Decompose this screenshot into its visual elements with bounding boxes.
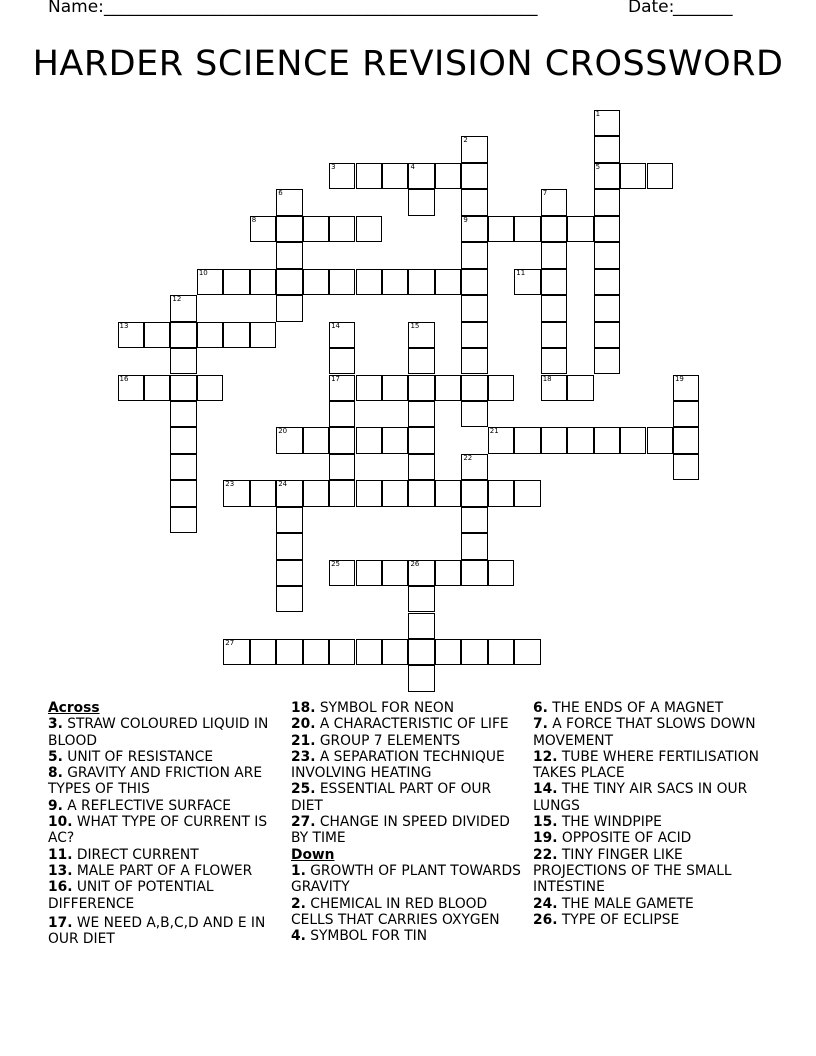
grid-cell[interactable] <box>303 216 329 242</box>
grid-cell[interactable] <box>356 269 382 295</box>
grid-cell[interactable] <box>461 533 487 559</box>
cell-number: 8 <box>251 215 257 224</box>
grid-cell[interactable] <box>435 560 461 586</box>
grid-cell[interactable] <box>382 480 408 506</box>
clue-item <box>48 915 278 948</box>
grid-cell[interactable] <box>488 427 514 453</box>
grid-cell[interactable] <box>329 322 355 348</box>
grid-cell[interactable] <box>514 216 540 242</box>
grid-cell[interactable] <box>461 480 487 506</box>
grid-cell[interactable] <box>673 401 699 427</box>
grid-cell[interactable] <box>594 348 620 374</box>
grid-cell[interactable] <box>541 295 567 321</box>
grid-cell[interactable] <box>461 163 487 189</box>
clue-text: A FORCE THAT SLOWS DOWN MOVEMENT <box>533 716 756 749</box>
clue-heading: Down <box>291 846 335 863</box>
clue-number: 6. <box>533 700 548 716</box>
clue-item <box>533 716 768 749</box>
grid-cell[interactable] <box>356 639 382 665</box>
grid-cell[interactable] <box>408 480 434 506</box>
grid-cell[interactable] <box>276 189 302 215</box>
grid-cell[interactable] <box>567 375 593 401</box>
grid-cell[interactable] <box>223 322 249 348</box>
grid-cell[interactable] <box>329 480 355 506</box>
grid-cell[interactable] <box>276 586 302 612</box>
cell-number: 27 <box>225 639 235 647</box>
grid-cell[interactable] <box>461 348 487 374</box>
clue-item <box>533 847 768 896</box>
grid-cell[interactable] <box>461 322 487 348</box>
grid-cell[interactable] <box>356 375 382 401</box>
cell-number: 2 <box>463 136 468 145</box>
grid-cell[interactable] <box>144 375 170 401</box>
grid-cell[interactable] <box>329 560 355 586</box>
grid-cell[interactable] <box>170 454 196 480</box>
grid-cell[interactable] <box>514 269 540 295</box>
grid-cell[interactable] <box>276 480 302 506</box>
clue-item <box>291 716 523 732</box>
clue-text: THE ENDS OF A MAGNET <box>547 700 724 716</box>
clue-number: 24. <box>533 895 558 912</box>
grid-cell[interactable] <box>303 427 329 453</box>
grid-cell[interactable] <box>329 348 355 374</box>
grid-cell[interactable] <box>118 322 144 348</box>
clue-text: WE NEED A,B,C,D AND E IN OUR DIET <box>48 914 266 948</box>
clue-text: A REFLECTIVE SURFACE <box>62 797 232 814</box>
grid-cell[interactable] <box>408 639 434 665</box>
grid-cell[interactable] <box>408 163 434 189</box>
grid-cell[interactable] <box>461 189 487 215</box>
cell-number: 9 <box>463 215 468 224</box>
date-field[interactable]: _______ <box>673 0 733 17</box>
grid-cell[interactable] <box>594 242 620 268</box>
grid-cell[interactable] <box>673 454 699 480</box>
grid-cell[interactable] <box>408 269 434 295</box>
clue-item <box>533 830 768 846</box>
grid-cell[interactable] <box>144 322 170 348</box>
clue-number: 8. <box>48 765 63 782</box>
grid-cell[interactable] <box>382 163 408 189</box>
clue-item <box>291 814 523 847</box>
grid-cell[interactable] <box>435 639 461 665</box>
clue-item <box>533 912 768 928</box>
grid-cell[interactable] <box>488 216 514 242</box>
grid-cell[interactable] <box>594 427 620 453</box>
grid-cell[interactable] <box>356 427 382 453</box>
cell-number: 4 <box>410 162 415 171</box>
cell-number: 14 <box>331 321 341 330</box>
grid-cell[interactable] <box>329 216 355 242</box>
grid-cell[interactable] <box>276 427 302 453</box>
grid-cell[interactable] <box>541 375 567 401</box>
grid-cell[interactable] <box>250 639 276 665</box>
clue-text: UNIT OF RESISTANCE <box>62 748 214 765</box>
grid-cell[interactable] <box>647 427 673 453</box>
clue-item <box>533 896 768 912</box>
clue-text: WHAT TYPE OF CURRENT IS AC? <box>48 814 268 847</box>
grid-cell[interactable] <box>170 401 196 427</box>
grid-cell[interactable] <box>541 242 567 268</box>
grid-cell[interactable] <box>276 507 302 533</box>
grid-cell[interactable] <box>488 375 514 401</box>
clue-item <box>291 749 523 782</box>
grid-cell[interactable] <box>594 216 620 242</box>
grid-cell[interactable] <box>567 427 593 453</box>
grid-cell[interactable] <box>276 533 302 559</box>
clue-text: TYPE OF ECLIPSE <box>557 911 680 928</box>
clue-text: TINY FINGER LIKE PROJECTIONS OF THE SMALL INTESTINE <box>533 846 732 896</box>
cell-number: 24 <box>278 480 288 489</box>
clue-text: A SEPARATION TECHNIQUE INVOLVING HEATING <box>291 748 505 782</box>
clue-text: SYMBOL FOR NEON <box>315 700 455 716</box>
clue-text: OPPOSITE OF ACID <box>557 830 692 847</box>
grid-cell[interactable] <box>276 295 302 321</box>
clue-number: 14. <box>533 781 558 798</box>
grid-cell[interactable] <box>276 639 302 665</box>
grid-cell[interactable] <box>541 216 567 242</box>
clue-text: THE MALE GAMETE <box>557 895 694 912</box>
grid-cell[interactable] <box>541 269 567 295</box>
clue-item <box>48 847 278 863</box>
cell-number: 22 <box>463 453 473 462</box>
clue-number: 20. <box>291 716 316 733</box>
grid-cell[interactable] <box>250 269 276 295</box>
clue-item <box>48 863 278 879</box>
grid-cell[interactable] <box>382 375 408 401</box>
grid-cell[interactable] <box>594 322 620 348</box>
cell-number: 21 <box>489 427 499 436</box>
clue-item <box>48 814 278 847</box>
clue-item <box>48 879 278 912</box>
grid-cell[interactable] <box>408 189 434 215</box>
grid-cell[interactable] <box>356 216 382 242</box>
grid-cell[interactable] <box>276 269 302 295</box>
clue-item <box>533 814 768 830</box>
clue-number: 11. <box>48 846 73 863</box>
clue-text: CHANGE IN SPEED DIVIDED BY TIME <box>291 814 510 847</box>
cell-number: 15 <box>410 321 420 330</box>
grid-cell[interactable] <box>461 216 487 242</box>
clue-item <box>291 700 523 716</box>
clue-item <box>48 798 278 814</box>
grid-cell[interactable] <box>250 322 276 348</box>
grid-cell[interactable] <box>223 480 249 506</box>
cell-number: 13 <box>119 321 129 330</box>
grid-cell[interactable] <box>461 375 487 401</box>
clues-column-3 <box>533 700 768 928</box>
cell-number: 26 <box>410 559 420 568</box>
clues-column-1 <box>48 700 278 947</box>
cell-number: 3 <box>331 162 336 171</box>
clue-text: CHEMICAL IN RED BLOOD CELLS THAT CARRIES OXYGEN <box>291 895 500 928</box>
grid-cell[interactable] <box>250 216 276 242</box>
grid-cell[interactable] <box>382 427 408 453</box>
cell-number: 12 <box>172 295 182 304</box>
name-label: Name: <box>48 0 104 17</box>
grid-cell[interactable] <box>408 348 434 374</box>
cell-number: 7 <box>542 189 548 198</box>
grid-cell[interactable] <box>250 480 276 506</box>
grid-cell[interactable] <box>461 401 487 427</box>
cell-number: 18 <box>542 374 552 383</box>
grid-cell[interactable] <box>356 480 382 506</box>
clue-number: 7. <box>533 716 548 733</box>
cell-number: 25 <box>331 559 341 568</box>
grid-cell[interactable] <box>170 480 196 506</box>
clue-item <box>48 765 278 798</box>
clue-number: 27. <box>291 814 316 831</box>
clue-number: 25. <box>291 781 316 798</box>
clue-text: DIRECT CURRENT <box>72 846 199 863</box>
cell-number: 1 <box>595 110 601 118</box>
clue-number: 5. <box>48 748 63 765</box>
grid-cell[interactable] <box>329 427 355 453</box>
grid-cell[interactable] <box>461 295 487 321</box>
clue-number: 17. <box>48 914 73 931</box>
grid-cell[interactable] <box>276 216 302 242</box>
grid-cell[interactable] <box>329 163 355 189</box>
clue-item <box>291 733 523 749</box>
clue-heading: Across <box>48 700 100 716</box>
grid-cell[interactable] <box>435 163 461 189</box>
clue-number: 4. <box>291 928 306 945</box>
grid-cell[interactable] <box>170 507 196 533</box>
grid-cell[interactable] <box>408 560 434 586</box>
grid-cell[interactable] <box>329 454 355 480</box>
clue-text: UNIT OF POTENTIAL DIFFERENCE <box>48 879 214 912</box>
grid-cell[interactable] <box>329 639 355 665</box>
clue-text: A CHARACTERISTIC OF LIFE <box>315 716 509 733</box>
clue-number: 3. <box>48 716 63 733</box>
grid-cell[interactable] <box>435 480 461 506</box>
grid-cell[interactable] <box>356 560 382 586</box>
clue-text: SYMBOL FOR TIN <box>305 928 428 945</box>
clue-number: 18. <box>291 700 316 716</box>
clue-item <box>48 716 278 749</box>
grid-cell[interactable] <box>408 401 434 427</box>
grid-cell[interactable] <box>673 375 699 401</box>
clue-number: 22. <box>533 846 558 863</box>
grid-cell[interactable] <box>488 560 514 586</box>
grid-cell[interactable] <box>461 507 487 533</box>
grid-cell[interactable] <box>647 163 673 189</box>
date-label: Date: <box>628 0 675 17</box>
clue-number: 1. <box>291 862 306 879</box>
cell-number: 16 <box>119 374 129 383</box>
cell-number: 5 <box>595 162 601 171</box>
clue-item <box>291 781 523 814</box>
page-title: HARDER SCIENCE REVISION CROSSWORD <box>32 44 784 84</box>
grid-cell[interactable] <box>435 269 461 295</box>
grid-cell[interactable] <box>408 613 434 639</box>
clue-text: GROUP 7 ELEMENTS <box>315 732 461 749</box>
grid-cell[interactable] <box>382 639 408 665</box>
grid-cell[interactable] <box>197 322 223 348</box>
grid-cell[interactable] <box>461 242 487 268</box>
clue-item <box>533 781 768 814</box>
grid-cell[interactable] <box>514 639 540 665</box>
grid-cell[interactable] <box>435 375 461 401</box>
grid-cell[interactable] <box>594 189 620 215</box>
grid-cell[interactable] <box>461 639 487 665</box>
clue-number: 21. <box>291 732 316 749</box>
cell-number: 19 <box>674 374 684 383</box>
grid-cell[interactable] <box>594 110 620 136</box>
grid-cell[interactable] <box>514 427 540 453</box>
clue-item <box>533 749 768 782</box>
grid-cell[interactable] <box>620 163 646 189</box>
grid-cell[interactable] <box>541 427 567 453</box>
grid-cell[interactable] <box>170 322 196 348</box>
clue-item <box>291 928 523 944</box>
grid-cell[interactable] <box>329 375 355 401</box>
grid-cell[interactable] <box>488 639 514 665</box>
clue-text: TUBE WHERE FERTILISATION TAKES PLACE <box>533 748 759 782</box>
clue-item <box>48 749 278 765</box>
clue-text: STRAW COLOURED LIQUID IN BLOOD <box>48 716 269 749</box>
grid-cell[interactable] <box>276 560 302 586</box>
clue-number: 15. <box>533 814 558 831</box>
cell-number: 17 <box>331 374 341 383</box>
clue-item <box>291 896 523 929</box>
grid-cell[interactable] <box>382 269 408 295</box>
grid-cell[interactable] <box>382 560 408 586</box>
clue-number: 19. <box>533 830 558 847</box>
grid-cell[interactable] <box>408 586 434 612</box>
clue-item <box>291 863 523 896</box>
clue-number: 9. <box>48 797 63 814</box>
grid-cell[interactable] <box>170 375 196 401</box>
grid-cell[interactable] <box>594 136 620 162</box>
cell-number: 23 <box>225 480 235 489</box>
grid-cell[interactable] <box>461 269 487 295</box>
clue-text: THE TINY AIR SACS IN OUR LUNGS <box>533 781 748 814</box>
clue-number: 13. <box>48 862 73 879</box>
grid-cell[interactable] <box>170 295 196 321</box>
grid-cell[interactable] <box>197 269 223 295</box>
grid-cell[interactable] <box>488 480 514 506</box>
grid-cell[interactable] <box>461 560 487 586</box>
grid-cell[interactable] <box>408 665 434 691</box>
grid-cell[interactable] <box>408 454 434 480</box>
grid-cell[interactable] <box>303 269 329 295</box>
grid-cell[interactable] <box>567 216 593 242</box>
clue-text: MALE PART OF A FLOWER <box>72 862 253 879</box>
clue-number: 2. <box>291 895 306 912</box>
cell-number: 6 <box>278 189 283 198</box>
grid-cell[interactable] <box>594 269 620 295</box>
clue-text: THE WINDPIPE <box>557 814 662 831</box>
grid-cell[interactable] <box>303 639 329 665</box>
cell-number: 10 <box>198 268 208 277</box>
grid-cell[interactable] <box>170 427 196 453</box>
grid-cell[interactable] <box>461 454 487 480</box>
grid-cell[interactable] <box>118 375 144 401</box>
clue-text: GROWTH OF PLANT TOWARDS GRAVITY <box>291 862 521 896</box>
grid-cell[interactable] <box>276 242 302 268</box>
grid-cell[interactable] <box>514 480 540 506</box>
clue-number: 26. <box>533 911 558 928</box>
grid-cell[interactable] <box>620 427 646 453</box>
clue-number: 10. <box>48 814 73 831</box>
clue-number: 16. <box>48 879 73 896</box>
grid-cell[interactable] <box>223 639 249 665</box>
name-field[interactable]: ___________________________________________________ <box>104 0 538 17</box>
grid-cell[interactable] <box>673 427 699 453</box>
grid-cell[interactable] <box>541 348 567 374</box>
grid-cell[interactable] <box>197 375 223 401</box>
grid-cell[interactable] <box>541 322 567 348</box>
grid-cell[interactable] <box>408 322 434 348</box>
grid-cell[interactable] <box>408 375 434 401</box>
clue-number: 12. <box>533 748 558 765</box>
grid-cell[interactable] <box>408 427 434 453</box>
cell-number: 11 <box>516 268 526 277</box>
clue-item <box>533 700 768 716</box>
grid-cell[interactable] <box>303 480 329 506</box>
grid-cell[interactable] <box>461 136 487 162</box>
grid-cell[interactable] <box>223 269 249 295</box>
grid-cell[interactable] <box>594 163 620 189</box>
grid-cell[interactable] <box>170 348 196 374</box>
grid-cell[interactable] <box>356 163 382 189</box>
grid-cell[interactable] <box>329 269 355 295</box>
clue-text: ESSENTIAL PART OF OUR DIET <box>291 781 492 814</box>
grid-cell[interactable] <box>329 401 355 427</box>
grid-cell[interactable] <box>594 295 620 321</box>
grid-cell[interactable] <box>541 189 567 215</box>
clues-column-2 <box>291 700 523 944</box>
clue-text: GRAVITY AND FRICTION ARE TYPES OF THIS <box>48 765 263 798</box>
cell-number: 20 <box>278 427 288 436</box>
clue-number: 23. <box>291 748 316 765</box>
